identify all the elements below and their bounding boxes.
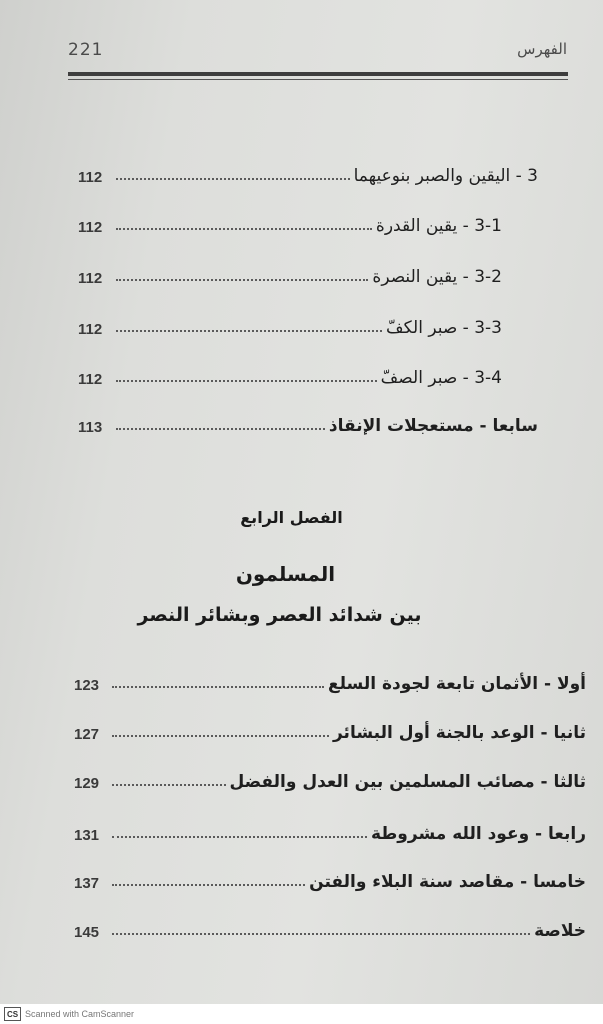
- toc-page: 112: [78, 219, 103, 236]
- toc-label: 3-4 - صبر الصفّ: [380, 368, 502, 388]
- toc-leader: [112, 783, 226, 786]
- toc-page: 112: [78, 371, 103, 388]
- scanner-footer: [0, 1004, 603, 1024]
- toc-leader: [116, 227, 372, 230]
- toc-leader: [112, 883, 305, 886]
- toc-page: 112: [78, 270, 103, 287]
- toc-page: 129: [74, 775, 100, 792]
- toc-leader: [112, 734, 329, 737]
- toc-label: خلاصة: [534, 921, 586, 941]
- toc-page: 112: [78, 169, 103, 186]
- toc-entry: [74, 866, 586, 892]
- toc-entry: [74, 668, 586, 694]
- camscanner-logo-icon: CS: [4, 1007, 21, 1021]
- toc-label: 3-2 - يقين النصرة: [372, 267, 502, 287]
- toc-entry: [74, 915, 586, 941]
- toc-label: رابعا - وعود الله مشروطة: [370, 824, 586, 844]
- toc-leader: [112, 685, 324, 688]
- chapter-number-heading: الفصل الرابع: [240, 508, 343, 527]
- toc-page: 145: [74, 924, 100, 941]
- toc-label: 3 - اليقين والصبر بنوعيهما: [353, 166, 538, 186]
- toc-leader: [112, 932, 530, 935]
- toc-label: أولا - الأثمان تابعة لجودة السلع: [327, 674, 586, 694]
- chapter-subtitle: بين شدائد العصر وبشائر النصر: [137, 604, 422, 626]
- toc-page: 123: [74, 677, 100, 694]
- toc-entry: [78, 312, 502, 338]
- header-rule: [68, 72, 568, 76]
- toc-leader: [116, 278, 368, 281]
- toc-leader: [116, 177, 350, 180]
- toc-label: سابعا - مستعجلات الإنقاذ: [328, 416, 538, 436]
- toc-entry: [78, 160, 538, 186]
- toc-leader: [112, 835, 367, 838]
- running-header-title: الفهرس: [517, 40, 567, 58]
- toc-page: 131: [74, 827, 100, 844]
- toc-label: 3-3 - صبر الكفّ: [386, 318, 502, 338]
- toc-label: ثالثا - مصائب المسلمين بين العدل والفضل: [229, 772, 586, 792]
- toc-page: 137: [74, 875, 100, 892]
- toc-entry: [78, 210, 502, 236]
- page-number: 221: [68, 40, 104, 60]
- toc-entry: [78, 261, 502, 287]
- chapter-title: المسلمون: [235, 562, 336, 586]
- toc-leader: [116, 329, 382, 332]
- toc-leader: [116, 379, 377, 382]
- toc-label: خامسا - مقاصد سنة البلاء والفتن: [309, 872, 586, 892]
- toc-entry: [74, 717, 586, 743]
- toc-label: 3-1 - يقين القدرة: [375, 216, 502, 236]
- toc-entry: [74, 818, 586, 844]
- toc-leader: [116, 427, 325, 430]
- toc-label: ثانيا - الوعد بالجنة أول البشائر: [332, 723, 586, 743]
- toc-page: 113: [78, 419, 103, 436]
- toc-page: 112: [78, 321, 103, 338]
- scanner-watermark-text: Scanned with CamScanner: [25, 1009, 135, 1019]
- toc-page: 127: [74, 726, 100, 743]
- header-rule-thin: [68, 79, 568, 80]
- toc-entry: [74, 766, 586, 792]
- toc-entry: [78, 410, 538, 436]
- toc-entry: [78, 362, 502, 388]
